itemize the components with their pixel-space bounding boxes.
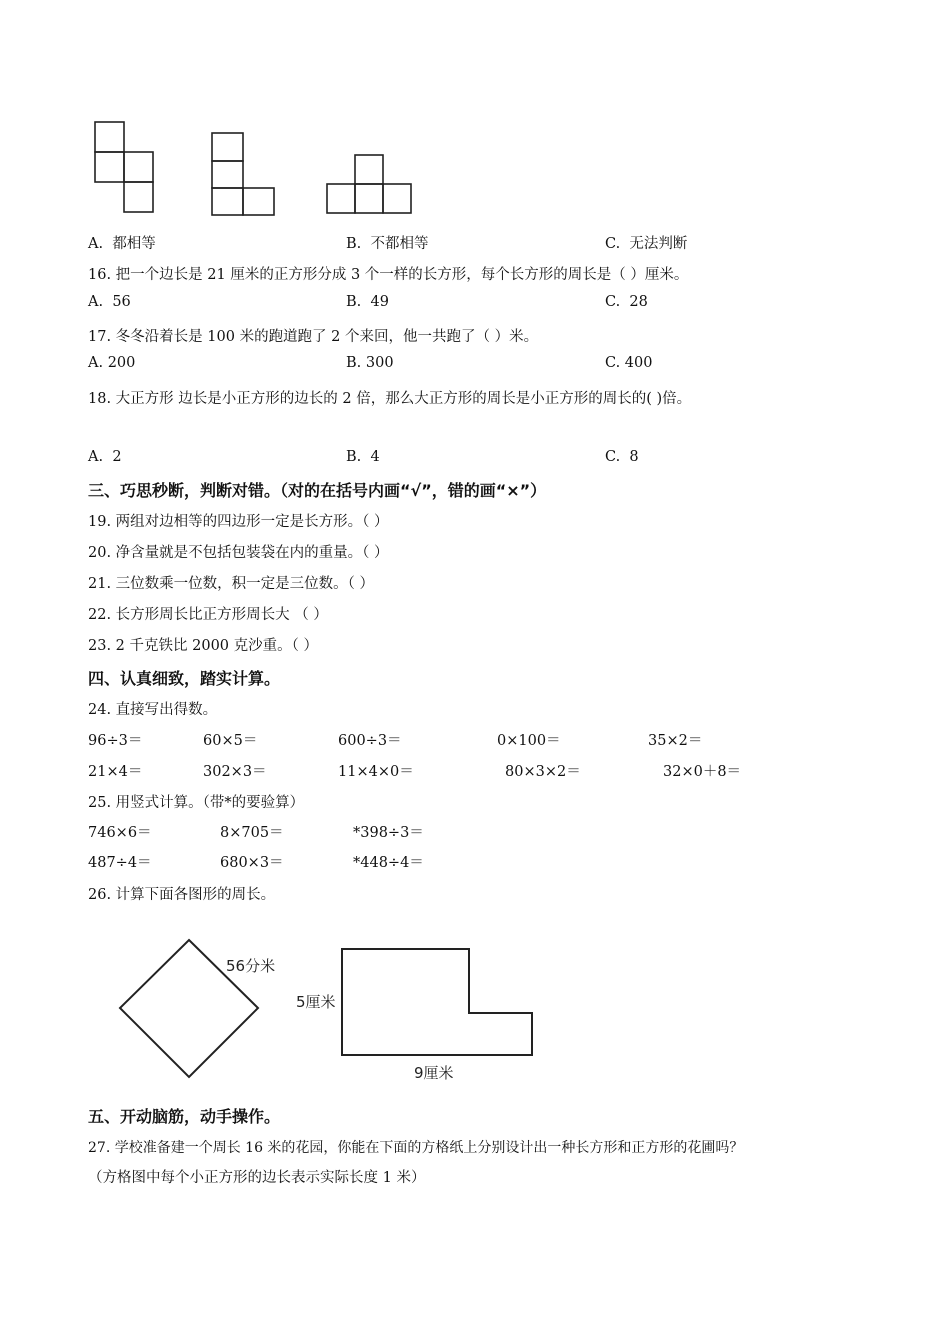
q24-expression: 600÷3＝ <box>338 733 402 749</box>
q25-expression: 487÷4＝ <box>88 855 152 871</box>
q15-option-a: A. 都相等 <box>88 236 156 252</box>
q15-fig3-square <box>327 184 355 213</box>
q25-stem: 25. 用竖式计算。（带*的要验算） <box>88 795 305 811</box>
q26-stem: 26. 计算下面各图形的周长。 <box>88 887 276 903</box>
q16-option-b: B. 49 <box>346 294 389 310</box>
q19-item: 19. 两组对边相等的四边形一定是长方形。（ ） <box>88 514 389 530</box>
q25-expression: 746×6＝ <box>88 825 152 841</box>
q17-stem: 17. 冬冬沿着长是 100 米的跑道跑了 2 个来回，他一共跑了（ ）米。 <box>88 329 539 345</box>
q15-fig1-square <box>124 182 153 212</box>
q24-expression: 21×4＝ <box>88 764 143 780</box>
q18-option-a: A. 2 <box>88 449 122 465</box>
q18-option-b: B. 4 <box>346 449 380 465</box>
q21-item: 21. 三位数乘一位数，积一定是三位数。（ ） <box>88 576 375 592</box>
q15-fig2-square <box>243 188 274 215</box>
q15-option-b: B. 不都相等 <box>346 236 429 252</box>
q15-fig2-square <box>212 188 243 215</box>
q25-expression: 680×3＝ <box>220 855 284 871</box>
q16-option-a: A. 56 <box>88 294 131 310</box>
section3-title: 三、巧思秒断，判断对错。（对的在括号内画“√”，错的画“×”） <box>88 481 547 500</box>
q15-fig2-square <box>212 161 243 188</box>
q15-fig1-square <box>95 152 124 182</box>
q24-expression: 32×0＋8＝ <box>663 764 742 780</box>
q25-expression: *398÷3＝ <box>353 825 424 841</box>
q27-stem-line2: （方格图中每个小正方形的边长表示实际长度 1 米） <box>88 1170 426 1186</box>
q15-option-c: C. 无法判断 <box>605 236 688 252</box>
q24-stem: 24. 直接写出得数。 <box>88 702 218 718</box>
q16-stem: 16. 把一个边长是 21 厘米的正方形分成 3 个一样的长方形，每个长方形的周长是（ ）厘米。 <box>88 267 689 283</box>
q22-item: 22. 长方形周长比正方形周长大 （ ） <box>88 607 328 623</box>
q15-fig3-square <box>355 184 383 213</box>
q17-option-a: A. 200 <box>88 355 136 371</box>
q25-expression: 8×705＝ <box>220 825 284 841</box>
q18-option-c: C. 8 <box>605 449 639 465</box>
q15-fig3-square <box>355 155 383 184</box>
q18-stem: 18. 大正方形 边长是小正方形的边长的 2 倍，那么大正方形的周长是小正方形的周长的( )倍。 <box>88 391 692 407</box>
q15-fig3-square <box>383 184 411 213</box>
q24-expression: 96÷3＝ <box>88 733 143 749</box>
section5-title: 五、开动脑筋，动手操作。 <box>88 1107 281 1126</box>
q27-stem-line1: 27. 学校准备建一个周长 16 米的花园，你能在下面的方格纸上分别设计出一种长方形和正方形的花圃吗？ <box>88 1140 744 1156</box>
q15-fig1-square <box>124 152 153 182</box>
q16-option-c: C. 28 <box>605 294 648 310</box>
q17-option-c: C. 400 <box>605 355 653 371</box>
q23-item: 23. 2 千克铁比 2000 克沙重。（ ） <box>88 638 318 654</box>
q20-item: 20. 净含量就是不包括包装袋在内的重量。（ ） <box>88 545 389 561</box>
q24-expression: 11×4×0＝ <box>338 764 414 780</box>
q15-fig1-square <box>95 122 124 152</box>
q24-expression: 0×100＝ <box>497 733 561 749</box>
q15-fig2-square <box>212 133 243 161</box>
q26-l-shape-side-label: 5厘米 <box>296 993 336 1011</box>
q26-square-label: 56分米 <box>226 957 276 975</box>
section4-title: 四、认真细致，踏实计算。 <box>88 669 281 688</box>
q17-option-b: B. 300 <box>346 355 394 371</box>
q26-l-shape-figure <box>342 949 532 1055</box>
q24-expression: 60×5＝ <box>203 733 258 749</box>
q24-expression: 80×3×2＝ <box>505 764 581 780</box>
q25-expression: *448÷4＝ <box>353 855 424 871</box>
q24-expression: 35×2＝ <box>648 733 703 749</box>
q26-l-shape-bottom-label: 9厘米 <box>414 1064 454 1082</box>
q24-expression: 302×3＝ <box>203 764 267 780</box>
